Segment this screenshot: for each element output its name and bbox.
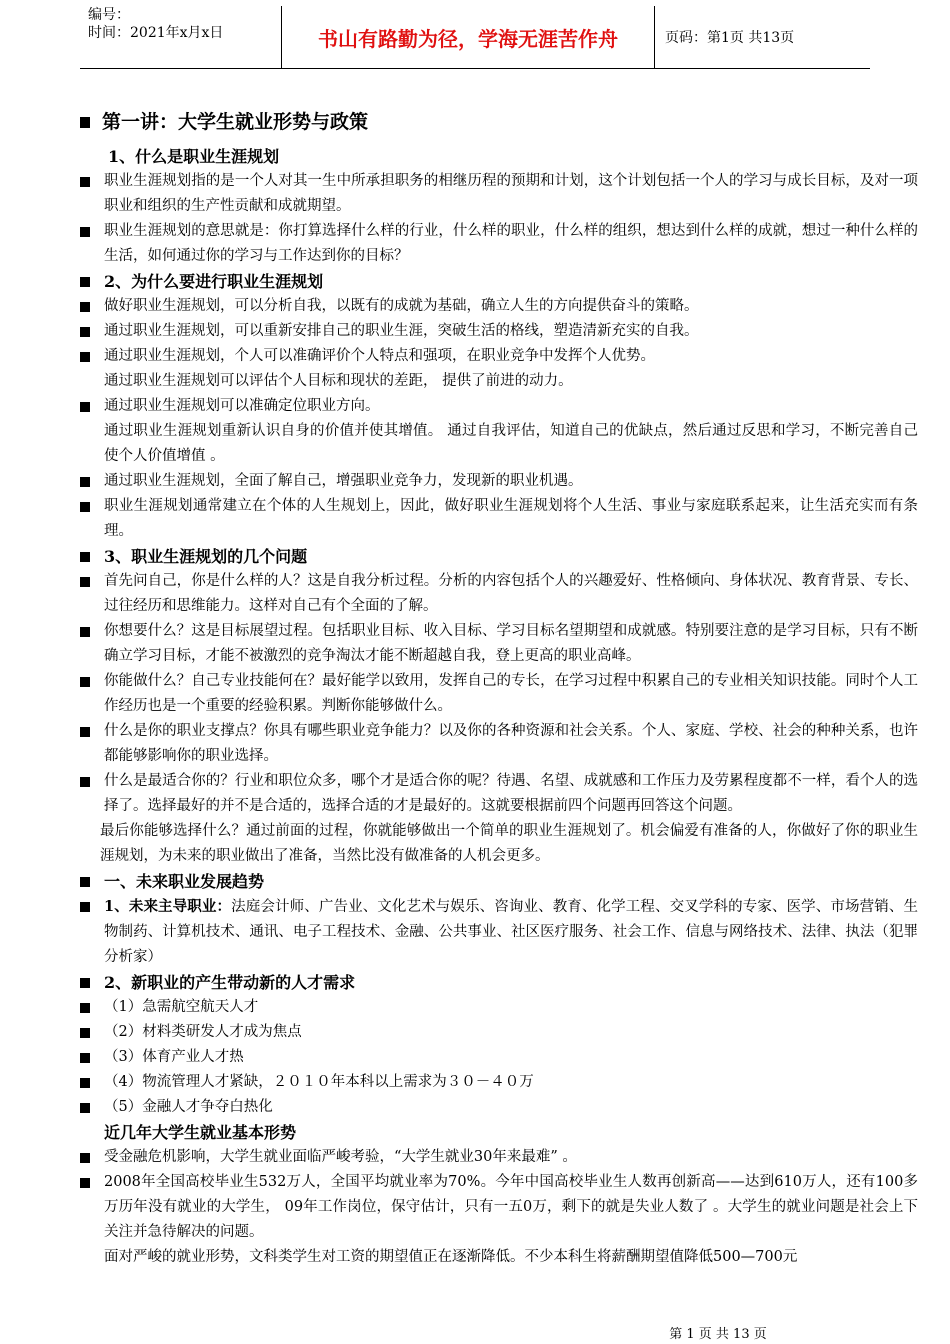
list-item xyxy=(78,294,918,319)
section-heading-text: 2、新职业的产生带动新的人才需求 xyxy=(104,973,356,992)
header-motto: 书山有路勤为径，学海无涯苦作舟 xyxy=(282,6,655,68)
list-item xyxy=(78,494,918,544)
list-item xyxy=(78,219,918,269)
list-item xyxy=(78,719,918,769)
doc-number-label: 编号： xyxy=(88,7,130,23)
list-item-text: 职业生涯规划的意思就是：你打算选择什么样的行业，什么样的职业，什么样的组织，想达到什么样的成就，想过一种什么样的生活，如何通过你的学习与工作达到你的目标？ xyxy=(104,223,918,264)
paragraph: 通过职业生涯规划可以评估个人目标和现状的差距， 提供了前进的动力。 xyxy=(104,373,573,389)
paragraph: 最后你能够选择什么？通过前面的过程，你就能够做出一个简单的职业生涯规划了。机会偏爱有准备的人，你做好了你的职业生涯规划，为未来的职业做出了准备，当然比没有做准备的人机会更多。 xyxy=(100,823,918,864)
paragraph: 通过职业生涯规划重新认识自身的价值并使其增值。 通过自我评估，知道自己的优缺点，然后通过反思和学习，不断完善自己使个人价值增值 。 xyxy=(104,423,918,464)
list-item xyxy=(78,669,918,719)
list-item xyxy=(78,1170,918,1245)
bullet-square-icon xyxy=(80,877,90,887)
list-item xyxy=(78,169,918,219)
list-item-text: 做好职业生涯规划，可以分析自我，以既有的成就为基础，确立人生的方向提供奋斗的策略。 xyxy=(104,298,699,314)
bullet-square-icon xyxy=(80,1178,90,1188)
list-item-text: （2）材料类研发人才成为焦点 xyxy=(104,1024,302,1040)
bullet-square-icon xyxy=(80,327,90,337)
document-body xyxy=(78,108,918,1270)
section-heading-4 xyxy=(78,869,918,894)
list-item-text: 通过职业生涯规划，个人可以准确评价个人特点和强项，在职业竞争中发挥个人优势。 xyxy=(104,348,655,364)
section-heading-text: 一、未来职业发展趋势 xyxy=(104,872,265,891)
bullet-square-icon xyxy=(80,227,90,237)
list-item-text: （4）物流管理人才紧缺，２０１０年本科以上需求为３０－４０万 xyxy=(104,1074,534,1090)
bullet-square-icon xyxy=(80,1003,90,1013)
bullet-square-icon xyxy=(80,117,90,128)
bullet-square-icon xyxy=(80,1153,90,1163)
list-item-text: 你能做什么？自己专业技能何在？最好能学以致用，发挥自己的专长，在学习过程中积累自己的专业相关知识技能。同时个人工作经历也是一个重要的经验积累。判断你能够做什么。 xyxy=(104,673,918,714)
bullet-square-icon xyxy=(80,627,90,637)
lecture-heading xyxy=(78,108,918,136)
list-item xyxy=(78,1045,918,1070)
list-item xyxy=(78,469,918,494)
list-item-text: 2008年全国高校毕业生532万人，全国平均就业率为70%。今年中国高校毕业生人数再创新高——达到610万人，还有100多万历年没有就业的大学生， 09年工作岗位，保守估计，只有一五0万，剩下的就是失业人数了 。大学生的就业问题是社会上下关注并急待解决的问题。 xyxy=(104,1174,918,1240)
list-item xyxy=(78,1095,918,1120)
list-item-text: 什么是你的职业支撑点？你具有哪些职业竞争能力？以及你的各种资源和社会关系。个人、家庭、学校、社会的种种关系，也许都能够影响你的职业选择。 xyxy=(104,723,918,764)
bullet-square-icon xyxy=(80,502,90,512)
header-page-label: 页码：第1页 共13页 xyxy=(665,30,795,46)
bullet-square-icon xyxy=(80,902,90,912)
list-item-text: （1）急需航空航天人才 xyxy=(104,999,259,1015)
list-item-text: 职业生涯规划通常建立在个体的人生规划上，因此，做好职业生涯规划将个人生活、事业与家庭联系起来，让生活充实而有条理。 xyxy=(104,498,918,539)
bullet-square-icon xyxy=(80,677,90,687)
bullet-square-icon xyxy=(80,1103,90,1113)
list-item xyxy=(78,1070,918,1095)
date-label: 时间：2021年x月x日 xyxy=(88,25,224,41)
list-item-text: 职业生涯规划指的是一个人对其一生中所承担职务的相继历程的预期和计划，这个计划包括一个人的学习与成长目标，及对一项职业和组织的生产性贡献和成就期望。 xyxy=(104,173,918,214)
list-item xyxy=(78,1145,918,1170)
bullet-square-icon xyxy=(80,402,90,412)
section-heading-text: 2、为什么要进行职业生涯规划 xyxy=(104,272,324,291)
bullet-square-icon xyxy=(80,302,90,312)
bullet-square-icon xyxy=(80,552,90,562)
bullet-square-icon xyxy=(80,277,90,287)
paragraph: 面对严峻的就业形势，文科类学生对工资的期望值正在逐渐降低。不少本科生将薪酬期望值降低500—700元 xyxy=(104,1249,798,1265)
section-heading-6: 近几年大学生就业基本形势 xyxy=(104,1123,297,1142)
list-item xyxy=(78,319,918,344)
footer-page-number: 第 1 页 共 13 页 xyxy=(669,1327,767,1342)
list-item xyxy=(78,619,918,669)
list-item-text: 通过职业生涯规划，全面了解自己，增强职业竞争力，发现新的职业机遇。 xyxy=(104,473,583,489)
list-item-text: 受金融危机影响，大学生就业面临严峻考验，“大学生就业30年来最难” 。 xyxy=(104,1149,577,1165)
header-meta xyxy=(80,6,282,68)
section-heading-2 xyxy=(78,269,918,294)
list-item-text: （5）金融人才争夺白热化 xyxy=(104,1099,273,1115)
list-item-lead: 1、未来主导职业： xyxy=(104,898,232,915)
bullet-square-icon xyxy=(80,777,90,787)
bullet-square-icon xyxy=(80,577,90,587)
page-header xyxy=(80,6,870,69)
section-heading-1: 1、什么是职业生涯规划 xyxy=(108,147,280,166)
bullet-square-icon xyxy=(80,177,90,187)
list-item xyxy=(78,344,918,369)
section-heading-3 xyxy=(78,544,918,569)
list-item-text: 什么是最适合你的？行业和职位众多，哪个才是适合你的呢？待遇、名望、成就感和工作压力及劳累程度都不一样，看个人的选择了。选择最好的并不是合适的，选择合适的才是最好的。这就要根据前四个问题再回答这个问题。 xyxy=(104,773,918,814)
list-item-text: 法庭会计师、广告业、文化艺术与娱乐、咨询业、教育、化学工程、交叉学科的专家、医学、市场营销、生物制药、计算机技术、通讯、电子工程技术、金融、公共事业、社区医疗服务、社会工作、信息与网络技术、法律、执法（犯罪分析家） xyxy=(104,899,918,965)
list-item xyxy=(78,569,918,619)
list-item xyxy=(78,394,918,419)
bullet-square-icon xyxy=(80,1053,90,1063)
list-item-text: 首先问自己，你是什么样的人？这是自我分析过程。分析的内容包括个人的兴趣爱好、性格倾向、身体状况、教育背景、专长、过往经历和思维能力。这样对自己有个全面的了解。 xyxy=(104,573,918,614)
bullet-square-icon xyxy=(80,477,90,487)
list-item xyxy=(78,769,918,819)
list-item-text: 通过职业生涯规划可以准确定位职业方向。 xyxy=(104,398,380,414)
list-item-text: 通过职业生涯规划，可以重新安排自己的职业生涯，突破生活的格线，塑造清新充实的自我。 xyxy=(104,323,699,339)
bullet-square-icon xyxy=(80,1028,90,1038)
list-item xyxy=(78,995,918,1020)
section-heading-text: 3、职业生涯规划的几个问题 xyxy=(104,547,308,566)
list-item-text: （3）体育产业人才热 xyxy=(104,1049,244,1065)
list-item-text: 你想要什么？这是目标展望过程。包括职业目标、收入目标、学习目标名望期望和成就感。特别要注意的是学习目标，只有不断确立学习目标，才能不被激烈的竞争淘汰才能不断超越自我，登上更高的职业高峰。 xyxy=(104,623,918,664)
section-heading-5 xyxy=(78,970,918,995)
bullet-square-icon xyxy=(80,978,90,988)
page-footer xyxy=(0,1323,950,1342)
bullet-square-icon xyxy=(80,352,90,362)
list-item xyxy=(78,1020,918,1045)
list-item xyxy=(78,894,918,970)
bullet-square-icon xyxy=(80,1078,90,1088)
bullet-square-icon xyxy=(80,727,90,737)
lecture-title: 第一讲：大学生就业形势与政策 xyxy=(102,111,369,133)
